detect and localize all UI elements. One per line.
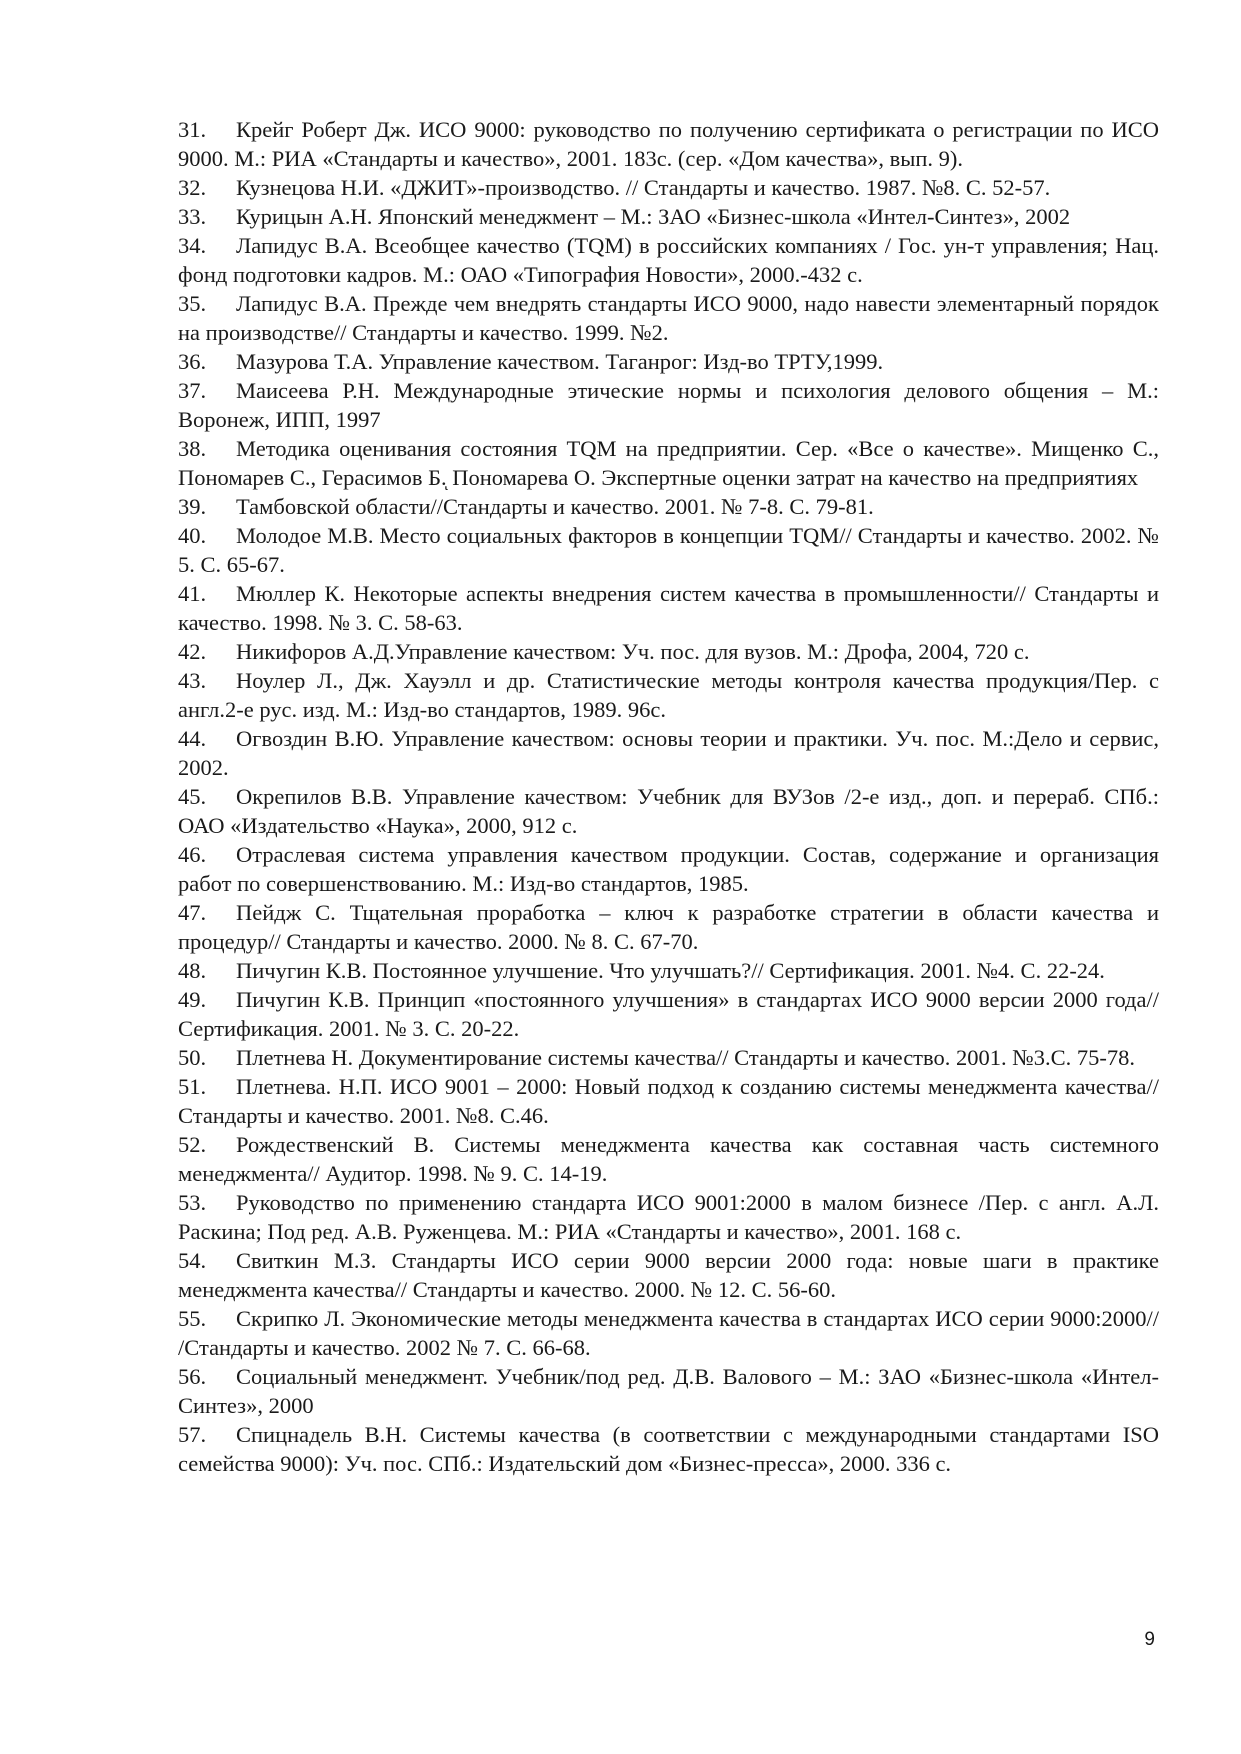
reference-number: 33. (178, 204, 207, 229)
reference-item (178, 115, 1159, 173)
reference-item (178, 376, 1159, 434)
reference-item (178, 840, 1159, 898)
reference-item (178, 782, 1159, 840)
reference-text: Тамбовской области//Стандарты и качество. 2001. № 7-8. С. 79-81. (236, 494, 874, 519)
reference-number: 44. (178, 726, 207, 751)
reference-number: 37. (178, 378, 207, 403)
reference-text: Рождественский В. Системы менеджмента качества как составная часть системного менеджмента// Аудитор. 1998. № 9. С. 14-19. (178, 1132, 1159, 1186)
reference-text: Пичугин К.В. Постоянное улучшение. Что улучшать?// Сертификация. 2001. №4. С. 22-24. (236, 958, 1105, 983)
reference-item (178, 1304, 1159, 1362)
reference-number: 46. (178, 842, 207, 867)
reference-item (178, 289, 1159, 347)
reference-number: 31. (178, 117, 207, 142)
reference-item (178, 1362, 1159, 1420)
reference-item (178, 521, 1159, 579)
reference-text: Свиткин М.З. Стандарты ИСО серии 9000 версии 2000 года: новые шаги в практике менеджмента качества// Стандарты и качество. 2000. № 12. С. 56-60. (178, 1248, 1159, 1302)
reference-item (178, 1072, 1159, 1130)
reference-text: Лапидус В.А. Всеобщее качество (TQM) в российских компаниях / Гос. ун-т управления; Нац. фонд подготовки кадров. М.: ОАО «Типография Новости», 2000.-432 с. (178, 233, 1159, 287)
reference-number: 54. (178, 1248, 207, 1273)
reference-number: 41. (178, 581, 207, 606)
reference-number: 55. (178, 1306, 207, 1331)
reference-number: 52. (178, 1132, 207, 1157)
reference-number: 34. (178, 233, 207, 258)
reference-text: Кузнецова Н.И. «ДЖИТ»-производство. // Стандарты и качество. 1987. №8. С. 52-57. (236, 175, 1051, 200)
reference-item (178, 173, 1159, 202)
reference-text: Плетнева. Н.П. ИСО 9001 – 2000: Новый подход к созданию системы менеджмента качества// Стандарты и качество. 2001. №8. С.46. (178, 1074, 1159, 1128)
reference-number: 51. (178, 1074, 207, 1099)
reference-number: 50. (178, 1045, 207, 1070)
reference-text: Курицын А.Н. Японский менеджмент – М.: ЗАО «Бизнес-школа «Интел-Синтез», 2002 (236, 204, 1071, 229)
reference-text: Методика оценивания состояния TQM на предприятии. Сер. «Все о качестве». Мищенко С., Пономарев С., Герасимов Б.ͅ Пономарева О. Экспертные оценки затрат на качество на предприятиях (178, 436, 1159, 490)
reference-text: Молодое М.В. Место социальных факторов в концепции TQM// Стандарты и качество. 2002. № 5. С. 65-67. (178, 523, 1159, 577)
reference-item (178, 202, 1159, 231)
reference-item (178, 1043, 1159, 1072)
reference-number: 42. (178, 639, 207, 664)
reference-text: Пичугин К.В. Принцип «постоянного улучшения» в стандартах ИСО 9000 версии 2000 года// Сертификация. 2001. № 3. С. 20-22. (178, 987, 1159, 1041)
reference-number: 49. (178, 987, 207, 1012)
reference-number: 35. (178, 291, 207, 316)
reference-number: 47. (178, 900, 207, 925)
reference-text: Мюллер К. Некоторые аспекты внедрения систем качества в промышленности// Стандарты и качество. 1998. № 3. С. 58-63. (178, 581, 1159, 635)
reference-item (178, 724, 1159, 782)
reference-number: 38. (178, 436, 207, 461)
reference-number: 57. (178, 1422, 207, 1447)
reference-number: 40. (178, 523, 207, 548)
reference-text: Спицнадель В.Н. Системы качества (в соответствии с международными стандартами ISO семейства 9000): Уч. пос. СПб.: Издательский дом «Бизнес-пресса», 2000. 336 с. (178, 1422, 1159, 1476)
reference-text: Лапидус В.А. Прежде чем внедрять стандарты ИСО 9000, надо навести элементарный порядок на производстве// Стандарты и качество. 1999. №2. (178, 291, 1159, 345)
reference-item (178, 231, 1159, 289)
reference-item (178, 579, 1159, 637)
reference-text: Плетнева Н. Документирование системы качества// Стандарты и качество. 2001. №3.С. 75-78. (236, 1045, 1135, 1070)
reference-item (178, 1130, 1159, 1188)
reference-item (178, 434, 1159, 492)
reference-list (178, 115, 1159, 1478)
reference-item (178, 492, 1159, 521)
reference-text: Огвоздин В.Ю. Управление качеством: основы теории и практики. Уч. пос. М.:Дело и сервис, 2002. (178, 726, 1159, 780)
reference-item (178, 1188, 1159, 1246)
reference-number: 43. (178, 668, 207, 693)
reference-text: Ноулер Л., Дж. Хауэлл и др. Статистические методы контроля качества продукция/Пер. с англ.2-е рус. изд. М.: Изд-во стандартов, 1989. 96с. (178, 668, 1159, 722)
reference-number: 48. (178, 958, 207, 983)
page-number: 9 (1144, 1629, 1155, 1650)
reference-item (178, 1246, 1159, 1304)
reference-item (178, 956, 1159, 985)
reference-text: Скрипко Л. Экономические методы менеджмента качества в стандартах ИСО серии 9000:2000// /Стандарты и качество. 2002 № 7. С. 66-68. (178, 1306, 1159, 1360)
reference-text: Окрепилов В.В. Управление качеством: Учебник для ВУЗов /2-е изд., доп. и перераб. СПб.: ОАО «Издательство «Наука», 2000, 912 с. (178, 784, 1159, 838)
reference-item (178, 637, 1159, 666)
reference-item (178, 898, 1159, 956)
reference-item (178, 1420, 1159, 1478)
reference-text: Пейдж С. Тщательная проработка – ключ к разработке стратегии в области качества и процедур// Стандарты и качество. 2000. № 8. С. 67-70. (178, 900, 1159, 954)
reference-text: Маисеева Р.Н. Международные этические нормы и психология делового общения – М.: Воронеж, ИПП, 1997 (178, 378, 1159, 432)
reference-text: Крейг Роберт Дж. ИСО 9000: руководство по получению сертификата о регистрации по ИСО 9000. М.: РИА «Стандарты и качество», 2001. 183с. (сер. «Дом качества», вып. 9). (178, 117, 1159, 171)
reference-item (178, 666, 1159, 724)
reference-text: Руководство по применению стандарта ИСО 9001:2000 в малом бизнесе /Пер. с англ. А.Л. Раскина; Под ред. А.В. Руженцева. М.: РИА «Стандарты и качество», 2001. 168 с. (178, 1190, 1159, 1244)
reference-number: 32. (178, 175, 207, 200)
reference-item (178, 347, 1159, 376)
reference-number: 53. (178, 1190, 207, 1215)
reference-text: Социальный менеджмент. Учебник/под ред. Д.В. Валового – М.: ЗАО «Бизнес-школа «Интел-Синтез», 2000 (178, 1364, 1159, 1418)
reference-number: 45. (178, 784, 207, 809)
reference-number: 39. (178, 494, 207, 519)
reference-number: 36. (178, 349, 207, 374)
reference-number: 56. (178, 1364, 207, 1389)
reference-text: Никифоров А.Д.Управление качеством: Уч. пос. для вузов. М.: Дрофа, 2004, 720 с. (236, 639, 1030, 664)
reference-item (178, 985, 1159, 1043)
reference-text: Мазурова Т.А. Управление качеством. Таганрог: Изд-во ТРТУ,1999. (236, 349, 884, 374)
reference-text: Отраслевая система управления качеством продукции. Состав, содержание и организация работ по совершенствованию. М.: Изд-во стандартов, 1985. (178, 842, 1159, 896)
